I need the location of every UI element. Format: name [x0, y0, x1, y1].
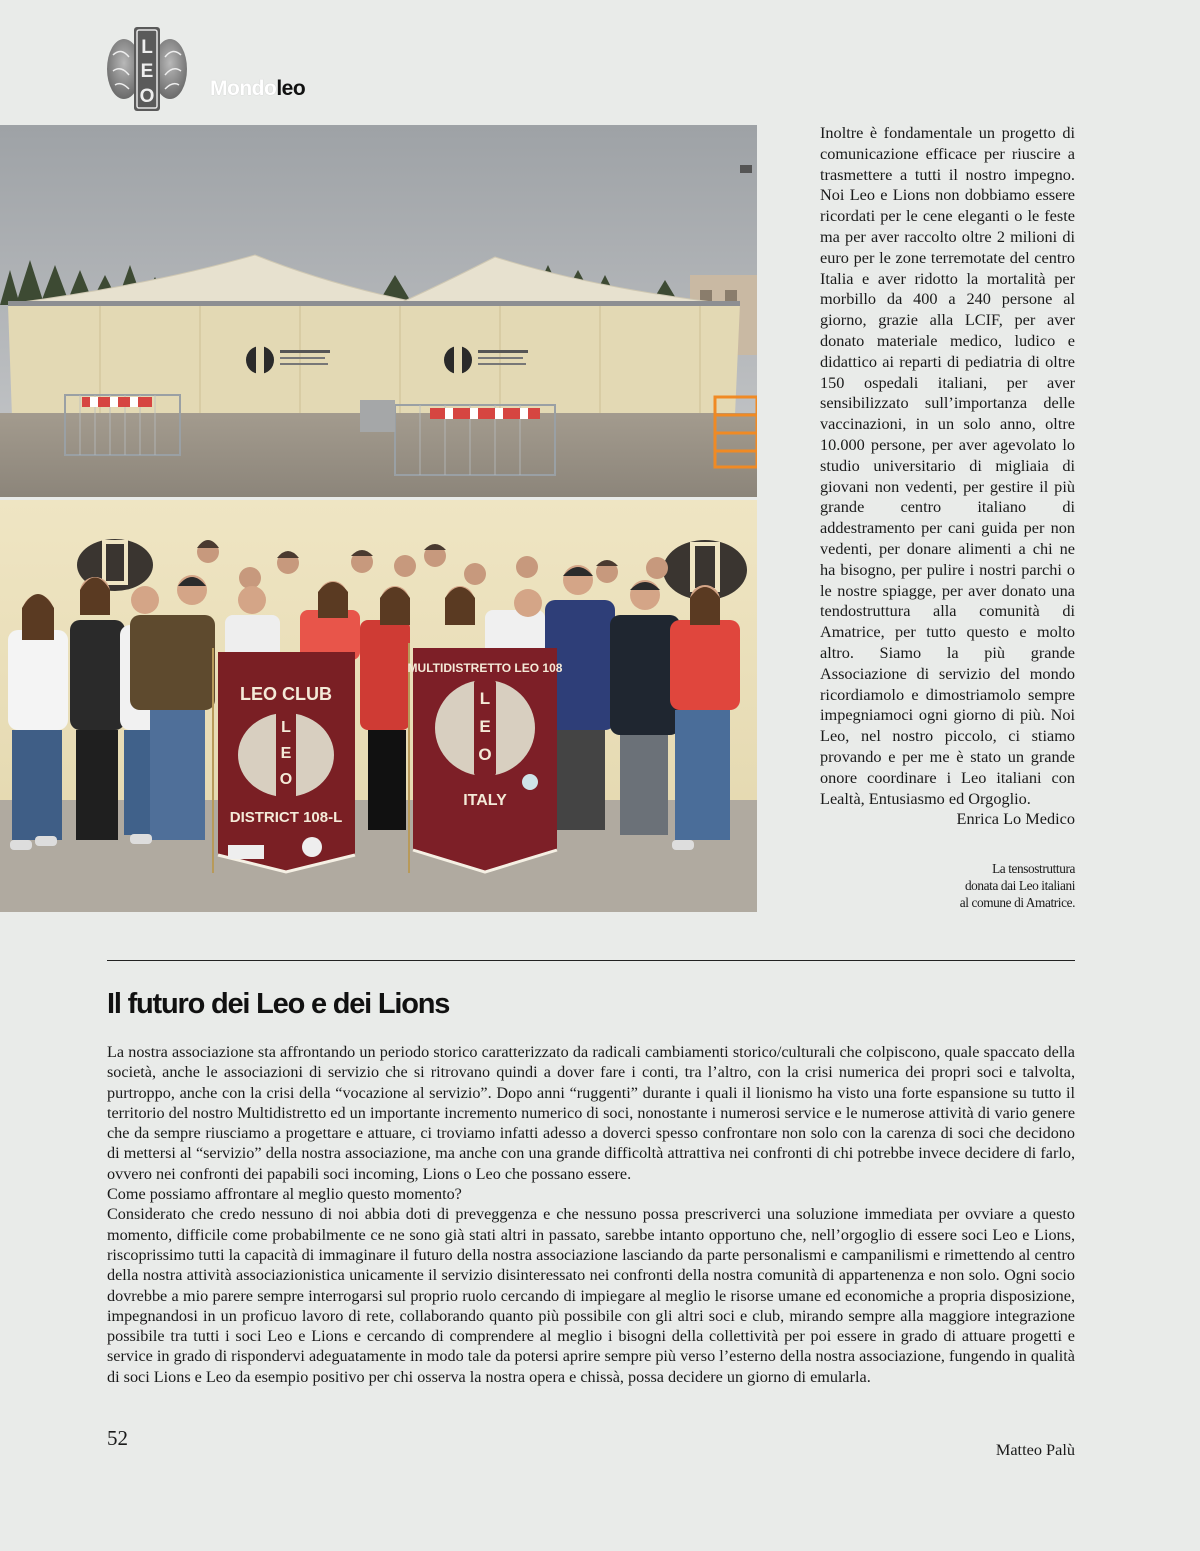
page-number: 52 — [107, 1426, 128, 1450]
article-paragraph-2: Come possiamo affrontare al meglio questo momento? — [107, 1185, 462, 1204]
banner-right-title: MULTIDISTRETTO LEO 108 — [407, 661, 563, 675]
leo-logo — [107, 25, 187, 113]
logo-letter-e: E — [140, 61, 154, 82]
photo-group-banners — [0, 500, 757, 912]
logo-letter-o: O — [139, 86, 155, 107]
article-title: Il futuro dei Leo e dei Lions — [107, 988, 450, 1020]
caption-line-3: al comune di Amatrice. — [959, 895, 1075, 910]
svg-text:L: L — [479, 689, 491, 708]
brand-title — [210, 77, 305, 101]
svg-text:L: L — [281, 719, 291, 736]
caption-line-2: donata dai Leo italiani — [964, 878, 1075, 893]
svg-text:O: O — [478, 745, 492, 764]
article-paragraph-1: La nostra associazione sta affrontando un periodo storico caratterizzato da radicali cambiamenti storico/culturali che colpiscono, quale spaccato della società, anche le associazioni di servizio che si ritrovano quindi a dover fare i conti, tra l’altro, con la crisi numerica dei propri soci e talvolta, purtroppo, anche con la crisi della “vocazione al servizio”. Dopo anni “ruggenti” durante i quali il lionismo ha visto una forte espansione su tutto il territorio del nostro Multidistretto ed un importante incremento numerico di soci, nonostante i numerosi service e le numerose attività di vario genere che da sempre riusciamo a progettare e attuare, ci troviamo infatti adesso a doverci spesso confrontare non solo con la carenza di soci che decidono di mettersi al “servizio” della nostra associazione, ma anche con una grande difficoltà attrattiva nei confronti di chi potrebbe invece decidere di farlo, ovvero nei confronti dei papabili soci incoming, Lions o Leo che possano essere. — [107, 1043, 1075, 1183]
article-paragraph-3: Considerato che credo nessuno di noi abbia doti di preveggenza e che nessuno possa prescriverci una soluzione immediata per ovviare a questo momento, difficile come probabilmente ce ne sono già stati altri in passato, sarebbe intanto opportuno che, nell’orgoglio di essere soci Leo e Lions, riscoprissimo tutti la capacità di immaginare il futuro della nostra associazione lasciando da parte personalismi e campanilismi e rimettendo al centro della nostra attività associazionistica unicamente il servizio disinteressato nei confronti della nostra comunità di appartenenza e non solo. Ogni socio dovrebbe a mio parere sempre interrogarsi sul proprio ruolo cercando di impiegare al meglio le risorse umane ed economiche a propria disposizione, impegnandosi in un proficuo lavoro di rete, collaborando quanto più possibile con gli altri soci e club, mirando sempre alla maggiore integrazione possibile tra tutti i soci Leo e Lions e cercando di comprendere al meglio i bisogni della collettività per poi essere in grado di attuare progetti e service in grado di rispondervi adeguatamente in modo tale da potersi aprire sempre più verso l’esterno della nostra associazione, fungendo in qualità di soci Lions e Leo da esempio positivo per chi osserva la nostra opera e chissà, possa decidere un giorno di emularla. — [107, 1205, 1075, 1386]
right-column-text — [820, 123, 1075, 830]
banner-multidistretto-italy — [408, 643, 563, 873]
banner-left-title: LEO CLUB — [240, 684, 332, 704]
right-column-signature: Enrica Lo Medico — [956, 809, 1075, 829]
banner-leo-club-district — [212, 648, 355, 873]
brand-leo: leo — [276, 77, 306, 100]
banner-right-subtitle: ITALY — [463, 792, 507, 809]
article-body — [107, 1042, 1075, 1387]
svg-text:E: E — [479, 717, 491, 736]
photo-caption — [900, 860, 1075, 911]
right-column-paragraph: Inoltre è fondamentale un progetto di comunicazione efficace per riuscire a trasmettere a tutti il nostro impegno. Noi Leo e Lions non dobbiamo essere ricordati per le cene eleganti o le feste ma per aver raccolto oltre 2 milioni di euro per le zone terremotate del centro Italia e aver ridotto la mortalità per morbillo da 400 a 240 persone al giorno, grazie alla LCIF, per aver donato materiale medico, ludico e didattico ai reparti di pediatria di oltre 150 ospedali italiani, per aver sensibilizzato sull’importanza delle vaccinazioni, in un solo anno, oltre 10.000 persone, per aver agevolato lo studio universitario di migliaia di giovani non vedenti, per gestire il più grande centro italiano di addestramento per cani guida per non vedenti, per donare alimenti a chi ne ha bisogno, per pulire i nostri parchi o le nostre spiagge, per aver donato una tendostruttura alla comunità di Amatrice, per tutto questo e molto altro. Siamo la più grande Associazione di servizio del mondo ricordiamolo e dimostriamolo sempre impegniamoci ogni giorno di più. Noi Leo, nel nostro piccolo, ci stiamo provando e per me è stato un grande onore coordinare i Leo italiani con Lealtà, Entusiasmo ed Orgoglio. — [820, 123, 1075, 808]
svg-text:E: E — [280, 745, 292, 762]
section-divider — [107, 960, 1075, 961]
svg-text:O: O — [279, 771, 293, 788]
banner-left-subtitle: DISTRICT 108-L — [229, 809, 343, 826]
article-author: Matteo Palù — [995, 1440, 1075, 1459]
brand-mondo: Mondo — [210, 77, 277, 100]
logo-letter-l: L — [141, 37, 153, 58]
caption-line-1: La tensostruttura — [992, 861, 1075, 876]
photo-tensile-structure — [0, 125, 757, 497]
